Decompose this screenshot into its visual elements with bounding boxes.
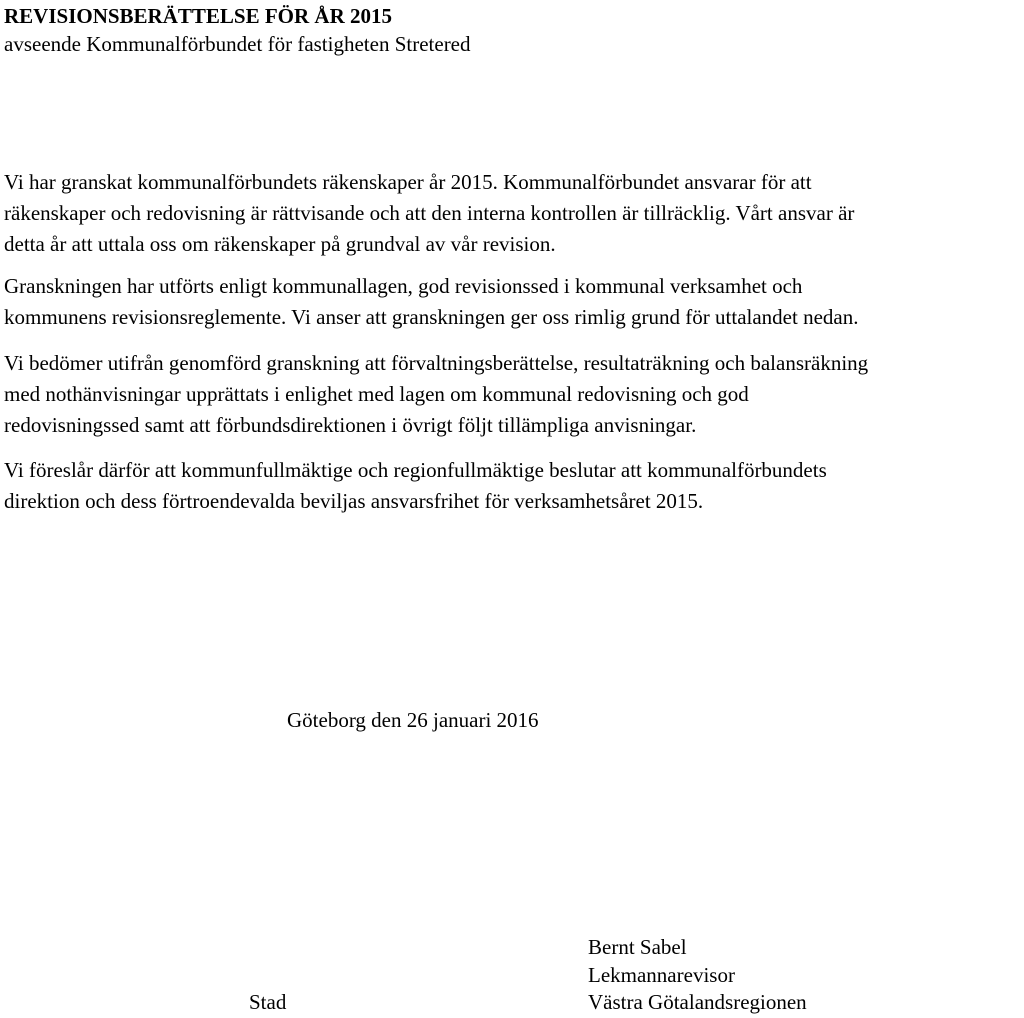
text-line: redovisningssed samt att förbundsdirektionen i övrigt följt tillämpliga anvisningar. (4, 413, 697, 437)
signer-organization: Västra Götalandsregionen (588, 990, 807, 1014)
text-line: Vi har granskat kommunalförbundets räkenskaper år 2015. Kommunalförbundet ansvarar för att (4, 170, 812, 194)
paragraph-recommendation (4, 455, 1024, 517)
paragraph-assessment (4, 348, 1024, 441)
signer-name: Bernt Sabel (588, 935, 687, 959)
text-line: Vi föreslår därför att kommunfullmäktige och regionfullmäktige beslutar att kommunalförbundets (4, 458, 827, 482)
paragraph-review-method (4, 271, 1024, 333)
signature-block-right (588, 934, 807, 1017)
signature-block-left (249, 989, 286, 1015)
text-line: med nothänvisningar upprättats i enlighet med lagen om kommunal redovisning och god (4, 382, 749, 406)
text-line: Vi bedömer utifrån genomförd granskning att förvaltningsberättelse, resultaträkning och balansräkning (4, 351, 869, 375)
place-and-date: Göteborg den 26 januari 2016 (287, 708, 539, 732)
signer-role: Lekmannarevisor (588, 962, 735, 987)
document-subtitle: avseende Kommunalförbundet för fastigheten Stretered (4, 32, 471, 56)
text-line: Granskningen har utförts enligt kommunallagen, god revisionssed i kommunal verksamhet och (4, 274, 803, 298)
text-line: detta år att uttala oss om räkenskaper på grundval av vår revision. (4, 232, 556, 256)
document-title: REVISIONSBERÄTTELSE FÖR ÅR 2015 (4, 4, 393, 28)
text-line: räkenskaper och redovisning är rättvisande och att den interna kontrollen är tillräcklig. Vårt ansvar är (4, 201, 855, 225)
text-line: kommunens revisionsreglemente. Vi anser att granskningen ger oss rimlig grund för uttalandet nedan. (4, 305, 859, 329)
text-line: direktion och dess förtroendevalda beviljas ansvarsfrihet för verksamhetsåret 2015. (4, 489, 704, 513)
signature-left-title: Stad (249, 990, 287, 1014)
paragraph-review-scope (4, 167, 1024, 260)
